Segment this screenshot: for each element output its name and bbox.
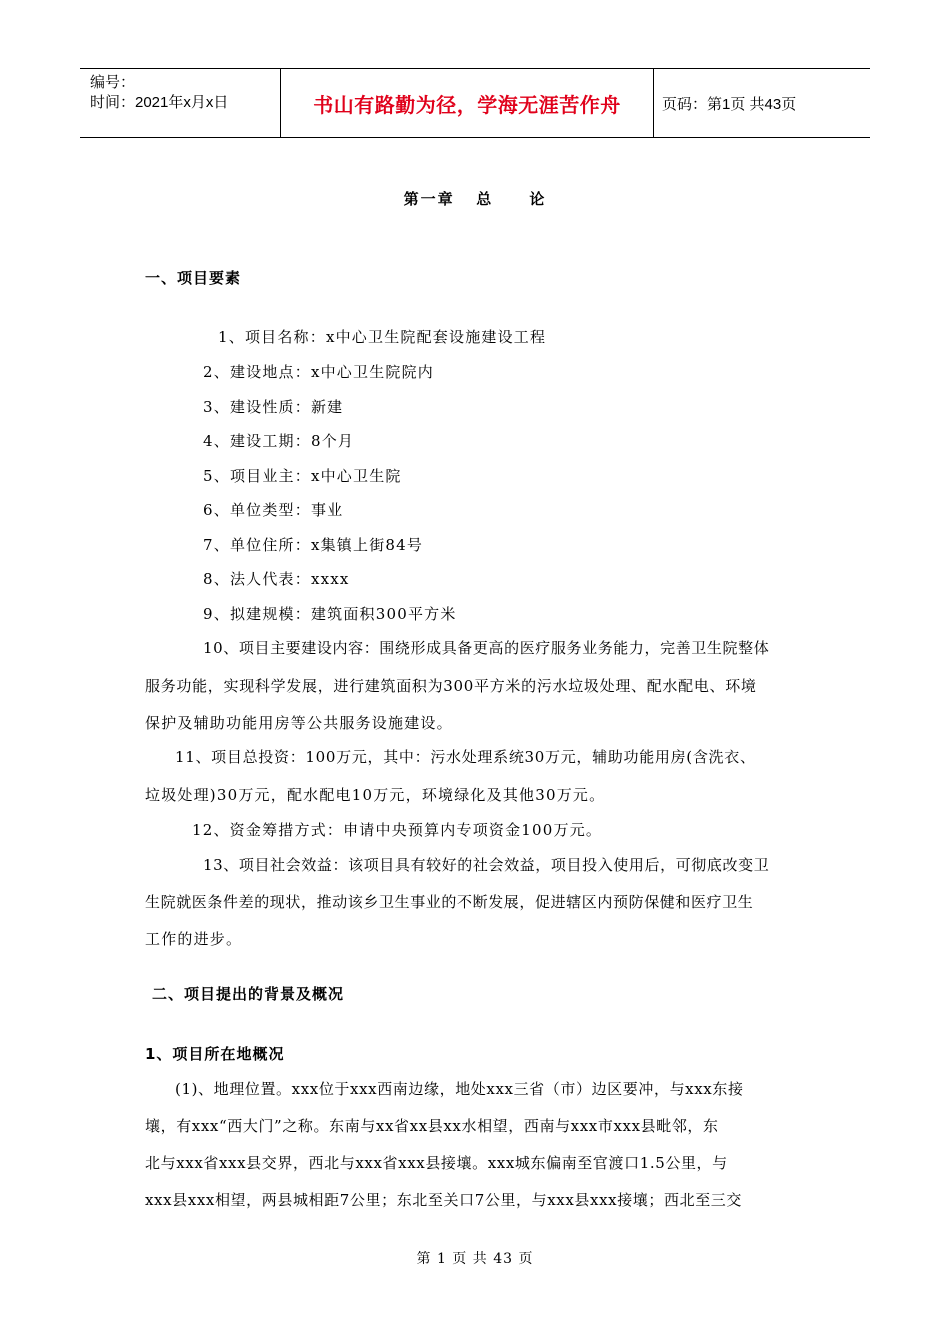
item-11-line-1: 11、项目总投资：100万元，其中：污水处理系统30万元，辅助功能用房(含洗衣、 bbox=[175, 748, 756, 766]
chapter-title-text: 第一章 总 论 bbox=[403, 190, 547, 208]
chapter-title bbox=[0, 188, 950, 209]
para1-line-2: 壤，有xxx“西大门”之称。东南与xx省xx县xx水相望，西南与xxx市xxx县毗邻，东 bbox=[145, 1117, 719, 1135]
item-13-line-1: 13、项目社会效益：该项目具有较好的社会效益，项目投入使用后，可彻底改变卫 bbox=[203, 856, 770, 874]
item-2: 2、建设地点：x中心卫生院院内 bbox=[203, 363, 435, 381]
header-motto-cell bbox=[281, 69, 654, 137]
item-10-line-2: 服务功能，实现科学发展，进行建筑面积为300平方米的污水垃圾处理、配水配电、环境 bbox=[145, 677, 757, 695]
page-footer: 第 1 页 共 43 页 bbox=[416, 1251, 534, 1267]
number-label: 编号： bbox=[90, 74, 136, 91]
para1-line-4: xxx县xxx相望，两县城相距7公里；东北至关口7公里，与xxx县xxx接壤；西北至三交 bbox=[145, 1191, 743, 1209]
para1-line-3: 北与xxx省xxx县交界，西北与xxx省xxx县接壤。xxx城东偏南至官渡口1.5公里，与 bbox=[145, 1154, 728, 1172]
item-8: 8、法人代表：xxxx bbox=[203, 570, 350, 588]
item-7: 7、单位住所：x集镇上街84号 bbox=[203, 536, 424, 554]
section1-title: 一、项目要素 bbox=[145, 269, 242, 287]
item-3: 3、建设性质：新建 bbox=[203, 398, 344, 416]
item-10-line-3: 保护及辅助功能用房等公共服务设施建设。 bbox=[145, 714, 453, 732]
time-label: 时间：2021年x月x日 bbox=[90, 94, 229, 111]
header-left-cell bbox=[80, 69, 281, 137]
item-5: 5、项目业主：x中心卫生院 bbox=[203, 467, 402, 485]
para1-line-1: (1)、地理位置。xxx位于xxx西南边缘，地处xxx三省（市）边区要冲，与xxx东接 bbox=[175, 1080, 744, 1098]
motto-text: 书山有路勤为径，学海无涯苦作舟 bbox=[313, 92, 621, 117]
page-header bbox=[80, 68, 870, 138]
item-12: 12、资金筹措方式：申请中央预算内专项资金100万元。 bbox=[192, 821, 603, 839]
item-11-line-2: 垃圾处理)30万元，配水配电10万元，环境绿化及其他30万元。 bbox=[145, 786, 606, 804]
section2-title: 二、项目提出的背景及概况 bbox=[152, 985, 345, 1003]
page-info: 页码：第1页 共43页 bbox=[662, 95, 797, 113]
header-page-cell bbox=[654, 69, 870, 137]
item-9: 9、拟建规模：建筑面积300平方米 bbox=[203, 605, 457, 623]
section2-sub1-title: 1、项目所在地概况 bbox=[145, 1045, 285, 1063]
item-6: 6、单位类型：事业 bbox=[203, 501, 344, 519]
item-13-line-2: 生院就医条件差的现状，推动该乡卫生事业的不断发展，促进辖区内预防保健和医疗卫生 bbox=[145, 893, 754, 911]
item-4: 4、建设工期：8个月 bbox=[203, 432, 355, 450]
item-1: 1、项目名称：x中心卫生院配套设施建设工程 bbox=[218, 328, 547, 346]
item-10-line-1: 10、项目主要建设内容：围绕形成具备更高的医疗服务业务能力，完善卫生院整体 bbox=[203, 639, 770, 657]
item-13-line-3: 工作的进步。 bbox=[145, 930, 243, 948]
